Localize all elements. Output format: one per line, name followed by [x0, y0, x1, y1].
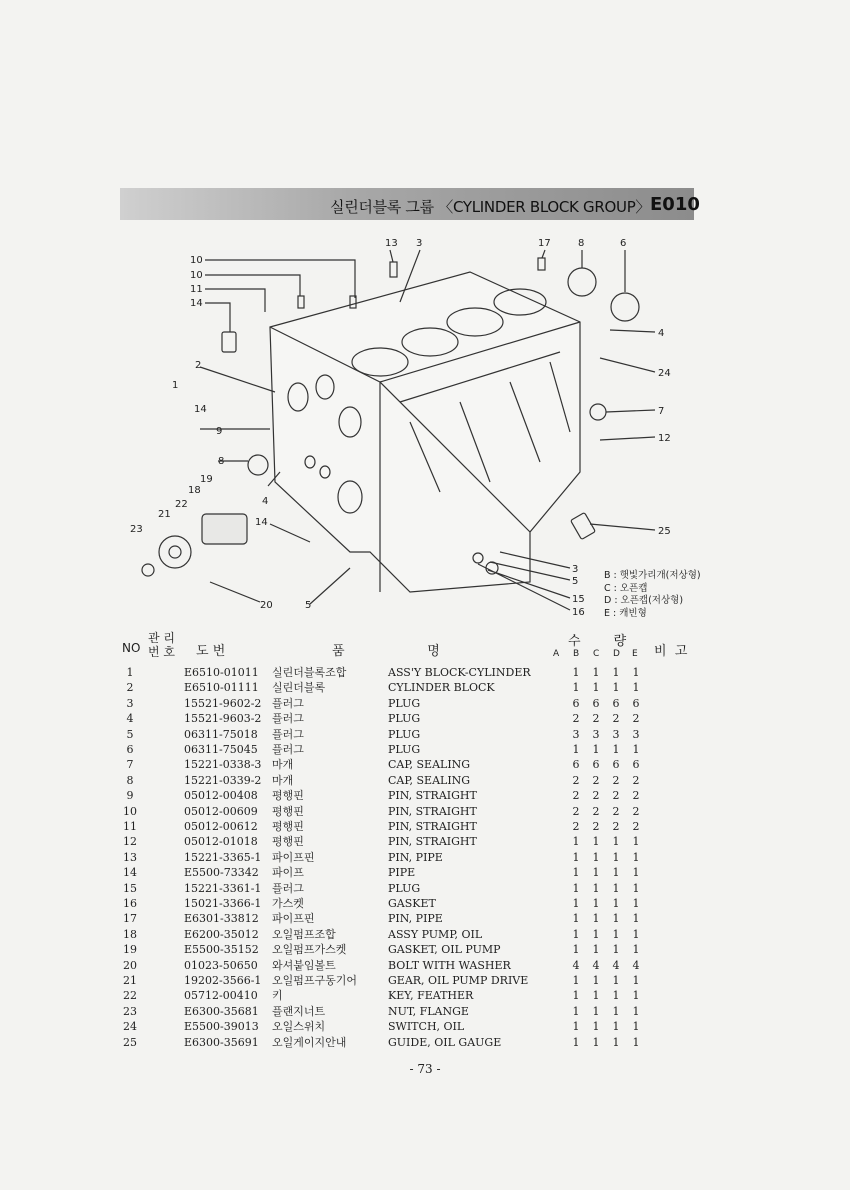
legend-item: D : 오픈캡(저상형)	[604, 595, 684, 606]
callout-label: 3	[416, 238, 423, 249]
callout-label: 14	[190, 298, 203, 309]
callout-label: 25	[658, 526, 671, 537]
header-qty-d: D	[613, 649, 620, 659]
qty-d: 2	[612, 773, 620, 787]
qty-c: 1	[592, 835, 600, 849]
qty-e: 1	[632, 1020, 640, 1034]
qty-b: 4	[572, 958, 580, 972]
part-number: 15221-0339-2	[184, 773, 262, 787]
callout-label: 10	[190, 255, 203, 266]
qty-e: 1	[632, 927, 640, 941]
part-number: E6300-35691	[184, 1035, 259, 1049]
part-number: 06311-75045	[184, 743, 258, 756]
part-name-korean: 평행핀	[272, 804, 304, 818]
qty-c: 2	[592, 773, 600, 787]
part-name-korean: 파이프핀	[272, 850, 315, 864]
callout-label: 8	[578, 238, 585, 249]
callout-label: 18	[188, 485, 201, 496]
qty-d: 1	[612, 1035, 620, 1049]
qty-e: 1	[632, 1035, 640, 1049]
part-name-korean: 파이프	[272, 866, 304, 880]
qty-b: 1	[572, 897, 580, 910]
qty-c: 6	[592, 696, 600, 710]
qty-b: 1	[572, 1020, 580, 1034]
part-name-english: PLUG	[388, 727, 421, 741]
part-name-english: CAP, SEALING	[388, 773, 471, 787]
part-number: E6510-01011	[184, 666, 259, 679]
qty-e: 2	[632, 773, 640, 787]
qty-c: 1	[592, 974, 600, 987]
callout-label: 15	[572, 594, 585, 605]
callout-label: 14	[194, 404, 207, 415]
legend-item: B : 햇빛가리개(저상형)	[604, 570, 701, 581]
callout-label: 9	[216, 426, 223, 437]
table-row	[0, 896, 850, 911]
qty-d: 2	[612, 820, 620, 833]
qty-c: 1	[592, 943, 600, 957]
qty-c: 1	[592, 866, 600, 880]
part-name-korean: 플러그	[272, 696, 304, 710]
section-code: E010	[650, 194, 700, 215]
qty-d: 1	[612, 943, 620, 957]
header-qty-e: E	[632, 649, 638, 659]
header-qty-b: B	[573, 649, 580, 659]
qty-c: 6	[592, 758, 600, 772]
exploded-parts-diagram	[110, 232, 730, 622]
part-name-korean: 평행핀	[272, 835, 304, 849]
part-name-english: PIN, STRAIGHT	[388, 820, 477, 833]
qty-d: 1	[612, 912, 620, 926]
part-number: 15221-3365-1	[184, 850, 262, 864]
part-name-korean: 마개	[272, 758, 294, 772]
part-number: 15521-9602-2	[184, 696, 262, 710]
part-number: 01023-50650	[184, 958, 258, 972]
callout-label: 6	[620, 238, 627, 249]
qty-b: 1	[572, 1035, 580, 1049]
qty-e: 1	[632, 1004, 640, 1018]
part-number: E5500-39013	[184, 1020, 259, 1034]
part-name-korean: 플랜지너트	[272, 1004, 326, 1018]
qty-c: 1	[592, 912, 600, 926]
legend-item: E : 캐빈형	[604, 607, 647, 619]
table-row	[0, 1035, 850, 1050]
qty-c: 1	[592, 1035, 600, 1049]
header-part-name: 품 명	[332, 644, 440, 659]
row-number: 18	[123, 927, 137, 941]
part-name-korean: 오일펌프가스켓	[272, 943, 347, 957]
table-row	[0, 942, 850, 957]
part-number: 15521-9603-2	[184, 712, 262, 726]
callout-label: 7	[658, 406, 665, 417]
qty-b: 1	[572, 835, 580, 849]
qty-b: 1	[572, 850, 580, 864]
part-name-korean: 실린더블록	[272, 681, 326, 695]
header-qty-a: A	[553, 649, 560, 659]
qty-b: 6	[572, 758, 580, 772]
part-number: 05012-00609	[184, 804, 258, 818]
qty-e: 4	[632, 958, 640, 972]
row-number: 3	[126, 696, 134, 710]
callout-label: 4	[658, 328, 665, 339]
callout-label: 3	[572, 564, 579, 575]
qty-c: 1	[592, 1004, 600, 1018]
qty-c: 1	[592, 743, 600, 756]
part-number: 06311-75018	[184, 727, 258, 741]
row-number: 22	[123, 989, 137, 1003]
qty-b: 2	[572, 789, 580, 803]
table-row	[0, 881, 850, 896]
qty-e: 1	[632, 835, 640, 849]
part-name-korean: 마개	[272, 773, 294, 787]
part-name-english: PIN, STRAIGHT	[388, 835, 477, 849]
row-number: 9	[126, 789, 134, 803]
row-number: 19	[123, 943, 137, 957]
part-name-korean: 파이프핀	[272, 912, 315, 926]
qty-c: 2	[592, 820, 600, 833]
part-name-english: NUT, FLANGE	[388, 1004, 469, 1018]
callout-label: 14	[255, 517, 268, 528]
row-number: 11	[123, 820, 137, 833]
part-name-english: PLUG	[388, 712, 421, 726]
table-row	[0, 1004, 850, 1019]
part-number: 05012-01018	[184, 835, 258, 849]
model-legend	[604, 570, 701, 620]
qty-e: 3	[632, 727, 640, 741]
part-number: E6301-33812	[184, 912, 259, 926]
qty-c: 1	[592, 989, 600, 1003]
qty-b: 1	[572, 681, 580, 695]
part-name-korean: 플러그	[272, 881, 304, 895]
qty-c: 1	[592, 681, 600, 695]
part-number: 05712-00410	[184, 989, 258, 1003]
qty-d: 1	[612, 989, 620, 1003]
table-row	[0, 865, 850, 880]
qty-d: 1	[612, 974, 620, 987]
row-number: 5	[126, 727, 134, 741]
qty-e: 6	[632, 758, 640, 772]
part-number: E6510-01111	[184, 681, 259, 695]
row-number: 2	[126, 681, 134, 695]
table-row	[0, 773, 850, 788]
row-number: 17	[123, 912, 137, 926]
table-row	[0, 804, 850, 819]
row-number: 7	[126, 758, 134, 772]
part-number: 19202-3566-1	[184, 974, 262, 987]
header-remark: 비 고	[654, 644, 688, 659]
qty-d: 2	[612, 804, 620, 818]
table-row	[0, 834, 850, 849]
part-name-english: GEAR, OIL PUMP DRIVE	[388, 974, 529, 987]
qty-c: 1	[592, 850, 600, 864]
part-name-korean: 가스켓	[272, 897, 304, 910]
qty-b: 1	[572, 943, 580, 957]
table-row	[0, 988, 850, 1003]
row-number: 13	[123, 850, 137, 864]
qty-e: 1	[632, 850, 640, 864]
qty-c: 2	[592, 804, 600, 818]
qty-e: 1	[632, 666, 640, 679]
qty-e: 2	[632, 820, 640, 833]
qty-c: 1	[592, 666, 600, 679]
header-mgmt-no: 관 리 번 호	[148, 631, 175, 659]
qty-d: 1	[612, 897, 620, 910]
qty-e: 2	[632, 712, 640, 726]
callout-label: 5	[305, 600, 312, 611]
qty-d: 1	[612, 1020, 620, 1034]
part-name-english: PIN, STRAIGHT	[388, 804, 477, 818]
table-row	[0, 680, 850, 695]
callout-label: 5	[572, 576, 579, 587]
qty-b: 2	[572, 804, 580, 818]
qty-e: 1	[632, 912, 640, 926]
table-row	[0, 711, 850, 726]
callout-label: 19	[200, 474, 213, 485]
qty-c: 3	[592, 727, 600, 741]
part-name-korean: 오일펌프구동기어	[272, 974, 358, 987]
header-part-no: 도 번	[196, 644, 226, 659]
qty-e: 1	[632, 897, 640, 910]
part-name-english: BOLT WITH WASHER	[388, 958, 511, 972]
qty-c: 1	[592, 881, 600, 895]
qty-b: 1	[572, 989, 580, 1003]
qty-d: 3	[612, 727, 620, 741]
part-name-english: CYLINDER BLOCK	[388, 681, 495, 695]
part-name-korean: 평행핀	[272, 820, 304, 833]
part-number: 05012-00408	[184, 789, 258, 803]
part-name-english: KEY, FEATHER	[388, 989, 474, 1003]
row-number: 1	[126, 666, 134, 679]
qty-d: 6	[612, 696, 620, 710]
qty-e: 6	[632, 696, 640, 710]
qty-d: 6	[612, 758, 620, 772]
qty-c: 1	[592, 927, 600, 941]
part-name-english: PIN, STRAIGHT	[388, 789, 477, 803]
part-name-korean: 플러그	[272, 727, 304, 741]
part-name-korean: 실린더블록조합	[272, 666, 347, 679]
part-name-korean: 키	[272, 989, 283, 1003]
qty-d: 1	[612, 1004, 620, 1018]
qty-e: 1	[632, 974, 640, 987]
part-name-english: ASSY PUMP, OIL	[388, 927, 483, 941]
callout-label: 16	[572, 607, 585, 618]
callout-label: 24	[658, 368, 671, 379]
part-number: E6300-35681	[184, 1004, 259, 1018]
part-name-english: GASKET, OIL PUMP	[388, 943, 501, 957]
qty-b: 1	[572, 927, 580, 941]
part-name-english: PIN, PIPE	[388, 912, 443, 926]
callout-label: 17	[538, 238, 551, 249]
page-number: - 73 -	[409, 1062, 441, 1076]
part-name-english: PIPE	[388, 866, 416, 880]
legend-item: C : 오픈캡	[604, 582, 648, 594]
part-name-english: PLUG	[388, 696, 421, 710]
row-number: 8	[126, 773, 134, 787]
part-name-korean: 플러그	[272, 712, 304, 726]
table-row	[0, 850, 850, 865]
part-name-korean: 오일펌프조합	[272, 927, 336, 941]
qty-d: 1	[612, 666, 620, 679]
qty-b: 1	[572, 743, 580, 756]
qty-b: 3	[572, 727, 580, 741]
part-name-english: GUIDE, OIL GAUGE	[388, 1035, 502, 1049]
table-row	[0, 696, 850, 711]
row-number: 23	[123, 1004, 137, 1018]
qty-c: 2	[592, 712, 600, 726]
table-row	[0, 911, 850, 926]
part-name-english: CAP, SEALING	[388, 758, 471, 772]
table-row	[0, 927, 850, 942]
qty-e: 1	[632, 681, 640, 695]
table-row	[0, 727, 850, 742]
qty-e: 1	[632, 881, 640, 895]
qty-e: 2	[632, 789, 640, 803]
section-title: 실린더블록 그룹 〈CYLINDER BLOCK GROUP〉	[330, 198, 651, 216]
row-number: 6	[126, 743, 134, 756]
callout-label: 4	[262, 496, 269, 507]
qty-d: 1	[612, 866, 620, 880]
callout-label: 12	[658, 433, 671, 444]
callout-label: 22	[175, 499, 188, 510]
qty-d: 1	[612, 681, 620, 695]
callout-label: 23	[130, 524, 143, 535]
qty-b: 1	[572, 866, 580, 880]
table-row	[0, 1019, 850, 1034]
qty-e: 1	[632, 989, 640, 1003]
part-name-korean: 평행핀	[272, 789, 304, 803]
qty-b: 2	[572, 712, 580, 726]
qty-d: 1	[612, 743, 620, 756]
table-row	[0, 742, 850, 757]
callout-label: 20	[260, 600, 273, 611]
qty-b: 6	[572, 696, 580, 710]
row-number: 24	[123, 1020, 137, 1034]
row-number: 4	[126, 712, 134, 726]
qty-b: 1	[572, 974, 580, 987]
qty-e: 1	[632, 943, 640, 957]
row-number: 14	[123, 866, 137, 880]
part-number: 15221-3361-1	[184, 881, 262, 895]
part-name-english: PLUG	[388, 881, 421, 895]
part-name-english: SWITCH, OIL	[388, 1020, 465, 1034]
qty-c: 2	[592, 789, 600, 803]
qty-b: 1	[572, 912, 580, 926]
row-number: 25	[123, 1035, 137, 1049]
qty-d: 1	[612, 835, 620, 849]
callout-label: 8	[218, 456, 225, 467]
part-name-korean: 오일게이지안내	[272, 1035, 347, 1049]
header-no: NO	[122, 641, 141, 655]
callout-label: 21	[158, 509, 171, 520]
table-row	[0, 958, 850, 973]
callout-label: 11	[190, 284, 203, 295]
part-number: 15021-3366-1	[184, 897, 262, 910]
qty-c: 4	[592, 958, 600, 972]
qty-d: 1	[612, 850, 620, 864]
part-name-english: PIN, PIPE	[388, 850, 443, 864]
qty-e: 1	[632, 743, 640, 756]
qty-d: 2	[612, 789, 620, 803]
part-number: E5500-35152	[184, 943, 259, 957]
table-row	[0, 665, 850, 680]
callout-label: 2	[195, 360, 202, 371]
table-row	[0, 819, 850, 834]
row-number: 16	[123, 897, 137, 910]
header-qty: 수 량	[568, 634, 627, 649]
qty-c: 1	[592, 1020, 600, 1034]
qty-d: 1	[612, 881, 620, 895]
qty-b: 2	[572, 820, 580, 833]
part-name-korean: 플러그	[272, 743, 304, 756]
qty-d: 4	[612, 958, 620, 972]
part-number: 15221-0338-3	[184, 758, 262, 772]
table-row	[0, 973, 850, 988]
callout-label: 10	[190, 270, 203, 281]
qty-b: 1	[572, 881, 580, 895]
part-number: E6200-35012	[184, 927, 259, 941]
part-name-korean: 와셔붙임볼트	[272, 958, 336, 972]
qty-b: 2	[572, 773, 580, 787]
part-name-english: ASS'Y BLOCK-CYLINDER	[388, 666, 531, 679]
qty-b: 1	[572, 1004, 580, 1018]
part-name-english: GASKET	[388, 897, 436, 910]
callout-label: 13	[385, 238, 398, 249]
row-number: 21	[123, 974, 137, 987]
qty-b: 1	[572, 666, 580, 679]
table-row	[0, 788, 850, 803]
qty-e: 2	[632, 804, 640, 818]
row-number: 12	[123, 835, 137, 849]
callout-label: 1	[172, 380, 179, 391]
row-number: 15	[123, 881, 137, 895]
qty-c: 1	[592, 897, 600, 910]
qty-d: 2	[612, 712, 620, 726]
qty-d: 1	[612, 927, 620, 941]
part-name-korean: 오일스위치	[272, 1020, 326, 1034]
part-name-english: PLUG	[388, 743, 421, 756]
row-number: 10	[123, 804, 137, 818]
part-number: E5500-73342	[184, 866, 259, 880]
qty-e: 1	[632, 866, 640, 880]
header-qty-c: C	[593, 649, 600, 659]
table-row	[0, 757, 850, 772]
row-number: 20	[123, 958, 137, 972]
part-number: 05012-00612	[184, 820, 258, 833]
